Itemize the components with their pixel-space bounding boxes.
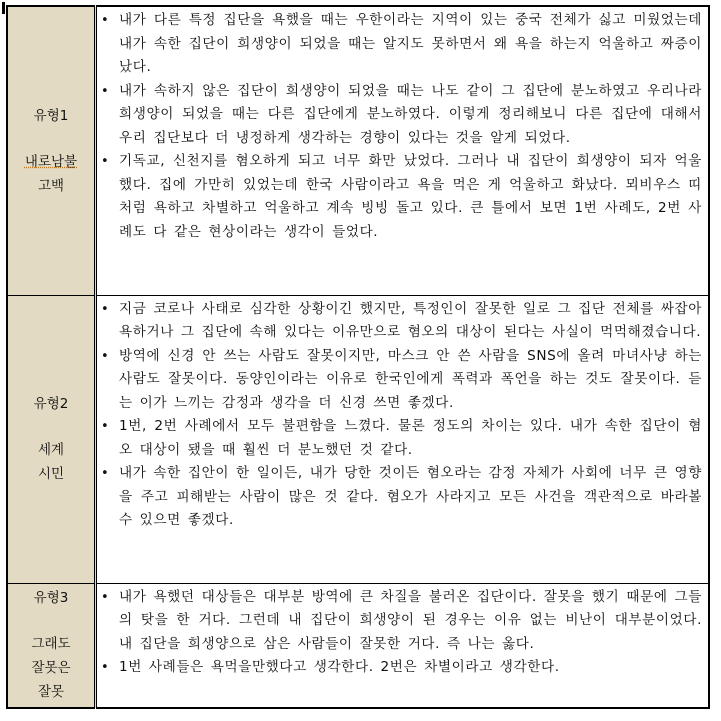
type-name-line: 내로남불: [24, 153, 78, 170]
type-name-line: 그래도: [31, 636, 71, 653]
content-cell: [96, 583, 710, 708]
table-row-type2: [7, 295, 709, 583]
type-label-cell: [7, 583, 96, 708]
list-item: • 1번, 2번 사례에서 모두 불편함을 느꼈다. 물론 정도의 차이는 있다. 내가 속한 집단이 혐오 대상이 됐을 때 훨씬 더 분노했던 것 같다.: [119, 415, 702, 462]
list-item: • 지금 코로나 사태로 심각한 상황이긴 했지만, 특정인이 잘못한 일로 그 집단 전체를 싸잡아 욕하거나 그 집단에 속해 있다는 이유만으로 혐오의 대상이 된다는 사실이 먹먹해졌습니다.: [119, 298, 702, 345]
type-number: 유형3: [33, 590, 69, 607]
bullet-list: [97, 586, 702, 680]
table-row-type3: [7, 583, 709, 708]
type-name-line: 세계: [37, 442, 65, 458]
list-item: • 내가 속한 집안이 한 일이든, 내가 당한 것이든 혐오라는 감정 자체가 사회에 너무 큰 영향을 주고 피해받는 사람이 많은 것 같다. 혐오가 사라지고 모든 사건을 객관적으로 바라볼 수 있으면 좋겠다.: [119, 462, 702, 533]
bullet-list: [97, 9, 702, 244]
type-name-line: 고백: [37, 177, 65, 194]
list-item: • 기독교, 신천지를 혐오하게 되고 너무 화만 났었다. 그러나 내 집단이 희생양이 되자 억울했다. 집에 가만히 있었는데 한국 사람이라고 욕을 먹은 게 억울하고 화났다. 뫼비우스 띠처럼 욕하고 차별하고 억울하고 계속 빙빙 돌고 있다. 큰 틀에서 보면 1번 사례도, 2번 사례도 다 같은 현상이라는 생각이 들었다.: [119, 150, 702, 244]
content-cell: [96, 6, 710, 295]
type-number: 유형2: [33, 396, 69, 412]
list-item: • 방역에 신경 안 쓰는 사람도 잘못이지만, 마스크 안 쓴 사람을 SNS에 올려 마녀사냥 하는 사람도 잘못이다. 동양인이라는 이유로 한국인에게 폭력과 폭언을 하는 것도 잘못이다. 듣는 이가 느끼는 감정과 생각을 더 신경 쓰면 좋겠다.: [119, 345, 702, 416]
content-cell: [96, 295, 710, 583]
list-item: • 내가 속하지 않은 집단이 희생양이 되었을 때는 나도 같이 그 집단에 분노하였고 우리나라 희생양이 되었을 때는 다른 집단에게 분노하였다. 이렇게 정리해보니 다른 집단에 대해서 우리 집단보다 더 냉정하게 생각하는 경향이 있다는 것을 알게 되었다.: [119, 80, 702, 151]
list-item: • 내가 욕했던 대상들은 대부분 방역에 큰 차질을 불러온 집단이다. 잘못을 했기 때문에 그들의 탓을 한 거다. 그런데 내 집단이 희생양이 된 경우는 이유 없는 비난이 대부분이었다. 내 집단을 희생양으로 삼은 사람들이 잘못한 거다. 즉 나는 옳다.: [119, 586, 702, 657]
type-label-cell: [7, 295, 96, 583]
text-cursor: [2, 2, 5, 14]
bullet-list: [97, 298, 702, 533]
table-row-type1: [7, 6, 709, 295]
type-name-line: 시민: [37, 466, 65, 482]
type-label-cell: [7, 6, 96, 295]
type-number: 유형1: [33, 107, 69, 124]
type-name-line: 잘못은: [31, 660, 71, 677]
list-item: • 내가 다른 특정 집단을 욕했을 때는 우한이라는 지역이 있는 중국 전체가 싫고 미웠었는데 내가 속한 집단이 희생양이 되었을 때는 알지도 못하면서 왜 욕을 하는지 억울하고 짜증이 났다.: [119, 9, 702, 80]
type-name-line: 잘못: [37, 684, 65, 701]
list-item: • 1번 사례들은 욕먹을만했다고 생각한다. 2번은 차별이라고 생각한다.: [119, 656, 702, 680]
response-type-table: [6, 5, 710, 709]
